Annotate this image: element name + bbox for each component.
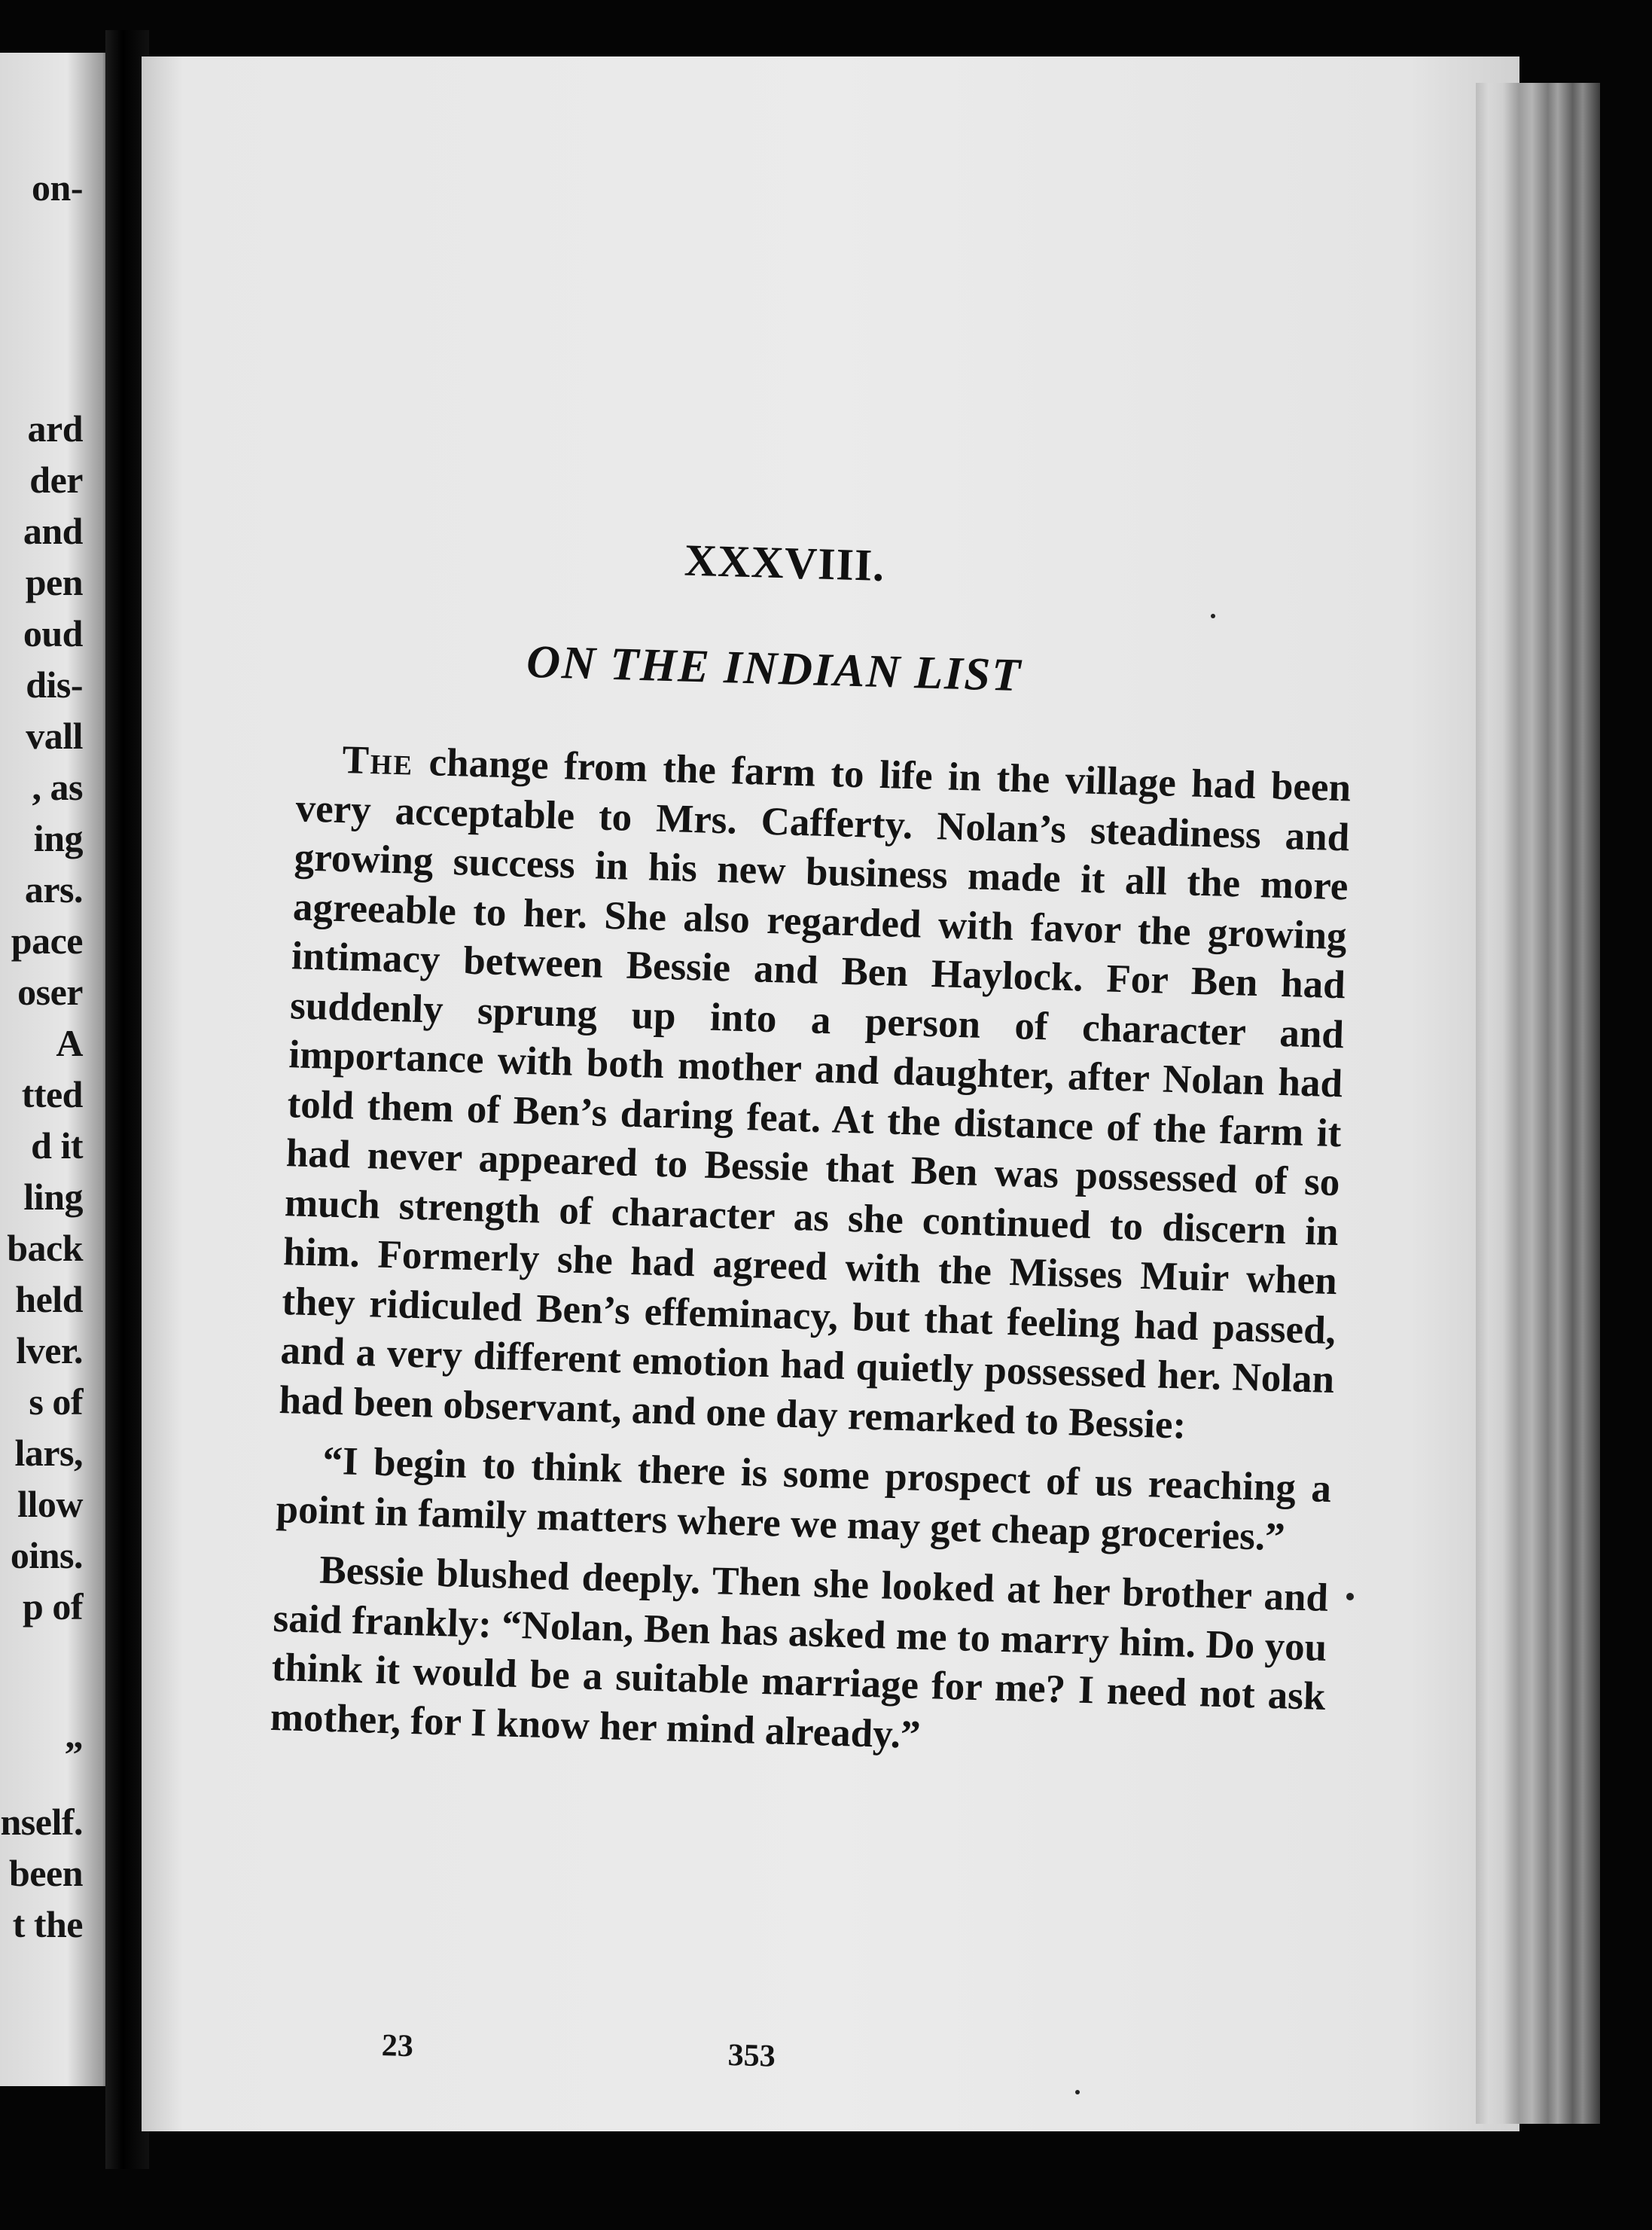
left-line: A — [56, 1022, 83, 1064]
left-line: s of — [29, 1380, 83, 1423]
left-line: been — [9, 1852, 83, 1894]
left-line: vall — [26, 715, 83, 757]
left-line: d it — [31, 1124, 83, 1167]
left-line: lars, — [14, 1432, 83, 1474]
left-line: oins. — [10, 1534, 83, 1576]
left-line: on- — [32, 166, 83, 209]
left-line: , as — [32, 766, 83, 808]
dust-speck — [1075, 2090, 1080, 2094]
paragraph — [270, 1545, 1329, 1771]
left-line: llow — [17, 1483, 83, 1525]
paragraph-text: change from the farm to life in the village had been very acceptable to Mrs. Cafferty. Nolan’s steadiness and growing success in his new business made it all the more agreeable to her. She also regarded with favor the growing intimacy between Bessie and Ben Haylock. For Ben had suddenly sprung up into a person of character and importance with both mother and daughter, after Nolan had told them of Ben’s daring feat. At the distance of the farm it had never appeared to Bessie that Ben was possessed of so much strength of character as she continued to discern in him. Formerly she had agreed with the Misses Muir when they ridiculed Ben’s effeminacy, but that feeling had passed, and a very different emotion had quietly possessed her. Nolan had been observant, and one day remarked to Bessie: — [278, 740, 1352, 1448]
paragraph-text: “I begin to think there is some prospect of us reaching a point in family matters where we may get cheap groceries.” — [275, 1438, 1332, 1559]
left-line: ing — [33, 817, 83, 859]
left-line: dis- — [26, 664, 83, 706]
chapter-title: ON THE INDIAN LIST — [526, 636, 1023, 702]
dust-speck — [1211, 614, 1215, 618]
paragraph-lead-word: The — [341, 738, 415, 784]
left-line: back — [7, 1227, 83, 1269]
left-line: ard — [27, 407, 83, 450]
dust-speck — [1346, 1593, 1354, 1600]
page-number: 353 — [727, 2037, 776, 2074]
left-line: nself. — [0, 1801, 83, 1843]
page-content — [270, 523, 1357, 2074]
chapter-number: XXXVIII. — [684, 535, 886, 591]
left-line: tted — [21, 1073, 83, 1115]
book-page — [142, 56, 1519, 2131]
left-line: lver. — [16, 1329, 83, 1371]
left-line: pace — [11, 920, 83, 962]
previous-page-fragment — [0, 53, 111, 2086]
left-line: pen — [25, 561, 83, 603]
signature-mark: 23 — [381, 2028, 414, 2064]
paragraph-text: Bessie blushed deeply. Then she looked at her brother and said frankly: “Nolan, Ben has asked me to marry him. Do you think it would be a suitable marriage for me? I need not ask mother, for I know her mind already.” — [270, 1548, 1329, 1757]
left-line: p of — [23, 1585, 83, 1628]
left-line: and — [23, 510, 83, 552]
left-line: held — [15, 1278, 83, 1320]
page-block-edge — [1476, 83, 1600, 2124]
left-line: oud — [23, 612, 83, 654]
paragraph — [276, 1435, 1332, 1563]
paragraph — [279, 734, 1352, 1454]
left-line: der — [29, 459, 83, 501]
chapter-body — [270, 734, 1352, 1782]
left-line: ars. — [24, 868, 83, 911]
left-line: t the — [12, 1903, 83, 1945]
left-line: ” — [64, 1733, 83, 1775]
left-line: ling — [23, 1176, 83, 1218]
left-line: oser — [17, 971, 83, 1013]
